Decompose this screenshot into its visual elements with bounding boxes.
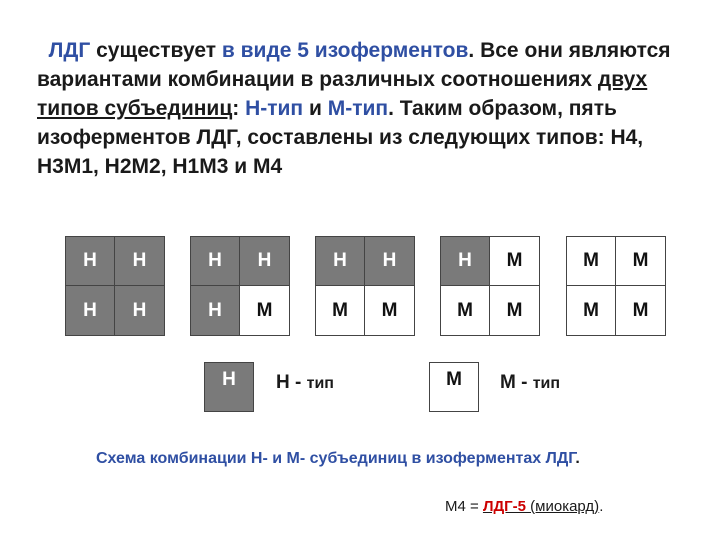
m-type-term: М-тип — [327, 97, 389, 120]
subunit-cell: H — [240, 237, 289, 286]
caption-period: . — [575, 450, 580, 467]
isoenzyme-diagram-m4 — [566, 236, 666, 336]
legend-h-dash: - — [289, 372, 307, 393]
h-type-term: Н-тип — [245, 97, 304, 120]
footnote-prefix: М4 = — [445, 498, 483, 515]
legend-h-letter: H — [276, 372, 290, 393]
subunit-cell: H — [115, 286, 164, 335]
legend-m-letter: M — [500, 372, 516, 393]
footnote-ldg5: ЛДГ-5 — [482, 498, 526, 515]
isoenzyme-diagram-h1m3 — [440, 236, 540, 336]
subunit-cell: M — [240, 286, 289, 335]
legend-h-word: тип — [306, 375, 334, 392]
subunit-cell: H — [191, 286, 240, 335]
para-text-4: и — [303, 97, 328, 120]
legend-m-dash: - — [515, 372, 533, 393]
footnote — [445, 498, 603, 515]
para-text-5: . Таким образом, пять изоферментов ЛДГ, составлены из следующих типов: Н4, Н3М1, Н2М2, Н1М3 и М4 — [37, 97, 644, 178]
subunit-cell: H — [66, 237, 115, 286]
subunit-cell: M — [616, 237, 665, 286]
legend-h-box: H — [204, 362, 254, 412]
subunit-cell: H — [441, 237, 490, 286]
legend-m-label — [500, 372, 560, 394]
footnote-rest: (миокард) — [526, 498, 600, 515]
legend-m-word: тип — [532, 375, 561, 392]
subunit-cell: H — [66, 286, 115, 335]
isoenzyme-count-phrase: в виде 5 изоферментов — [221, 39, 469, 62]
subunit-types-phrase: двух типов субъединиц — [37, 68, 648, 120]
subunit-cell: H — [191, 237, 240, 286]
footnote-period: . — [599, 498, 604, 515]
subunit-cell: M — [616, 286, 665, 335]
legend-m-box: M — [429, 362, 479, 412]
diagram-caption — [96, 450, 580, 468]
subunit-cell: M — [365, 286, 414, 335]
subunit-cell: M — [316, 286, 365, 335]
para-text-1: существует — [90, 39, 222, 62]
description-paragraph — [37, 36, 687, 181]
subunit-cell: M — [567, 286, 616, 335]
subunit-cell: M — [490, 237, 539, 286]
subunit-cell: M — [441, 286, 490, 335]
legend-h-label — [276, 372, 334, 394]
subunit-cell: H — [115, 237, 164, 286]
isoenzyme-diagram-h2m2 — [315, 236, 415, 336]
subunit-cell: H — [316, 237, 365, 286]
subunit-cell: H — [365, 237, 414, 286]
ldg-term: ЛДГ — [48, 39, 91, 62]
subunit-cell: M — [490, 286, 539, 335]
para-text-3: : — [232, 97, 246, 120]
para-text-2: . Все они являются вариантами комбинации в различных соотношениях — [37, 39, 671, 91]
isoenzyme-diagram-h3m1 — [190, 236, 290, 336]
caption-text: Схема комбинации Н- и М- субъединиц в изоферментах ЛДГ — [96, 450, 576, 467]
subunit-cell: M — [567, 237, 616, 286]
isoenzyme-diagram-h4 — [65, 236, 165, 336]
